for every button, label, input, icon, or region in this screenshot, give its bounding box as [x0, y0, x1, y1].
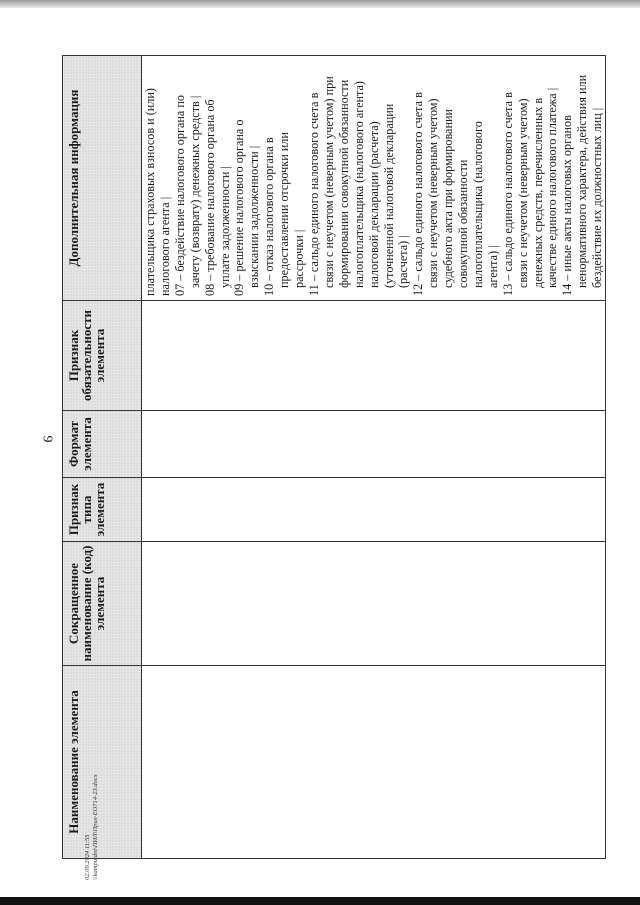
info-line: агента) |	[485, 245, 500, 288]
header-required-flag: Признак обязательности элемента	[63, 301, 142, 411]
info-line: судебного акта при формировании	[441, 108, 456, 288]
info-line: ненормативного характера, действия или	[575, 74, 590, 288]
info-line: (расчета) |	[396, 235, 411, 288]
info-line: налогоплательщика (налогового агента)	[351, 81, 366, 288]
elements-table	[62, 55, 606, 859]
header-short-name-code: Сокращенное наименование (код) элемента	[63, 542, 142, 666]
info-line: предоставлении отсрочки или	[277, 132, 292, 288]
footer-timestamp: 02.09.2024 11:55	[84, 834, 91, 880]
footer-file-path: \\kamputdnt\ПИЛ\Прил-ЕО714-23.docx	[92, 774, 99, 880]
info-line: 10 – отказ налогового органа в	[262, 137, 277, 296]
table-row	[142, 56, 606, 859]
scan-edge-bottom	[0, 897, 640, 905]
info-line: 13 – сальдо единого налогового счета в	[500, 92, 515, 296]
info-line: 08 – требование налогового органа об	[202, 99, 217, 296]
table-header-row	[63, 56, 142, 859]
scan-edge-top	[0, 0, 640, 8]
info-line: связи с неучетом (неверным учетом)	[515, 98, 530, 288]
document-footer	[84, 774, 100, 880]
info-line: 14 – иные акты налоговых органов	[560, 115, 575, 296]
info-line: качестве единого налогового платежа |	[545, 87, 560, 288]
info-line: плательщика страховых взносов и (или)	[143, 88, 157, 296]
header-element-type: Признак типа элемента	[63, 478, 142, 542]
info-line: налогоплательщика (налогового	[470, 121, 485, 288]
info-line: 11 – сальдо единого налогового счета в	[306, 92, 321, 296]
header-element-format: Формат элемента	[63, 411, 142, 478]
cell-element-type	[142, 478, 606, 542]
info-line: рассрочки |	[292, 229, 307, 288]
header-element-name: Наименование элемента	[63, 666, 142, 859]
header-additional-info: Дополнительная информация	[63, 56, 142, 301]
info-line: налогового агента |	[157, 196, 172, 296]
cell-element-name	[142, 666, 606, 859]
cell-required-flag	[142, 301, 606, 411]
cell-additional-info	[142, 56, 606, 301]
info-line: уплате задолженности |	[217, 166, 232, 288]
rotated-page-content	[62, 56, 605, 859]
cell-element-format	[142, 411, 606, 478]
info-line: (уточненной налоговой декларации	[381, 103, 396, 288]
info-line: 09 – решение налогового органа о	[232, 119, 247, 296]
info-line: налоговой декларации (расчета)	[366, 121, 381, 288]
info-line: бездействие их должностных лиц |	[590, 107, 605, 288]
info-line: 07 – бездействие налогового органа по	[172, 95, 187, 296]
info-line: совокупной обязанности	[456, 159, 471, 288]
info-line: зачету (возврату) денежных средств |	[187, 95, 202, 288]
info-line: денежных средств, перечисленных в	[530, 97, 545, 288]
info-line: 12 – сальдо единого налогового счета в	[411, 92, 426, 296]
info-line: связи с неучетом (неверным учетом)	[426, 98, 441, 288]
cell-short-name-code	[142, 542, 606, 666]
info-line: связи с неучетом (неверным учетом) при	[321, 76, 336, 288]
info-line: взыскании задолженности |	[247, 145, 262, 288]
info-line: формировании совокупной обязанности	[336, 79, 351, 288]
page-number: 9	[39, 435, 55, 443]
